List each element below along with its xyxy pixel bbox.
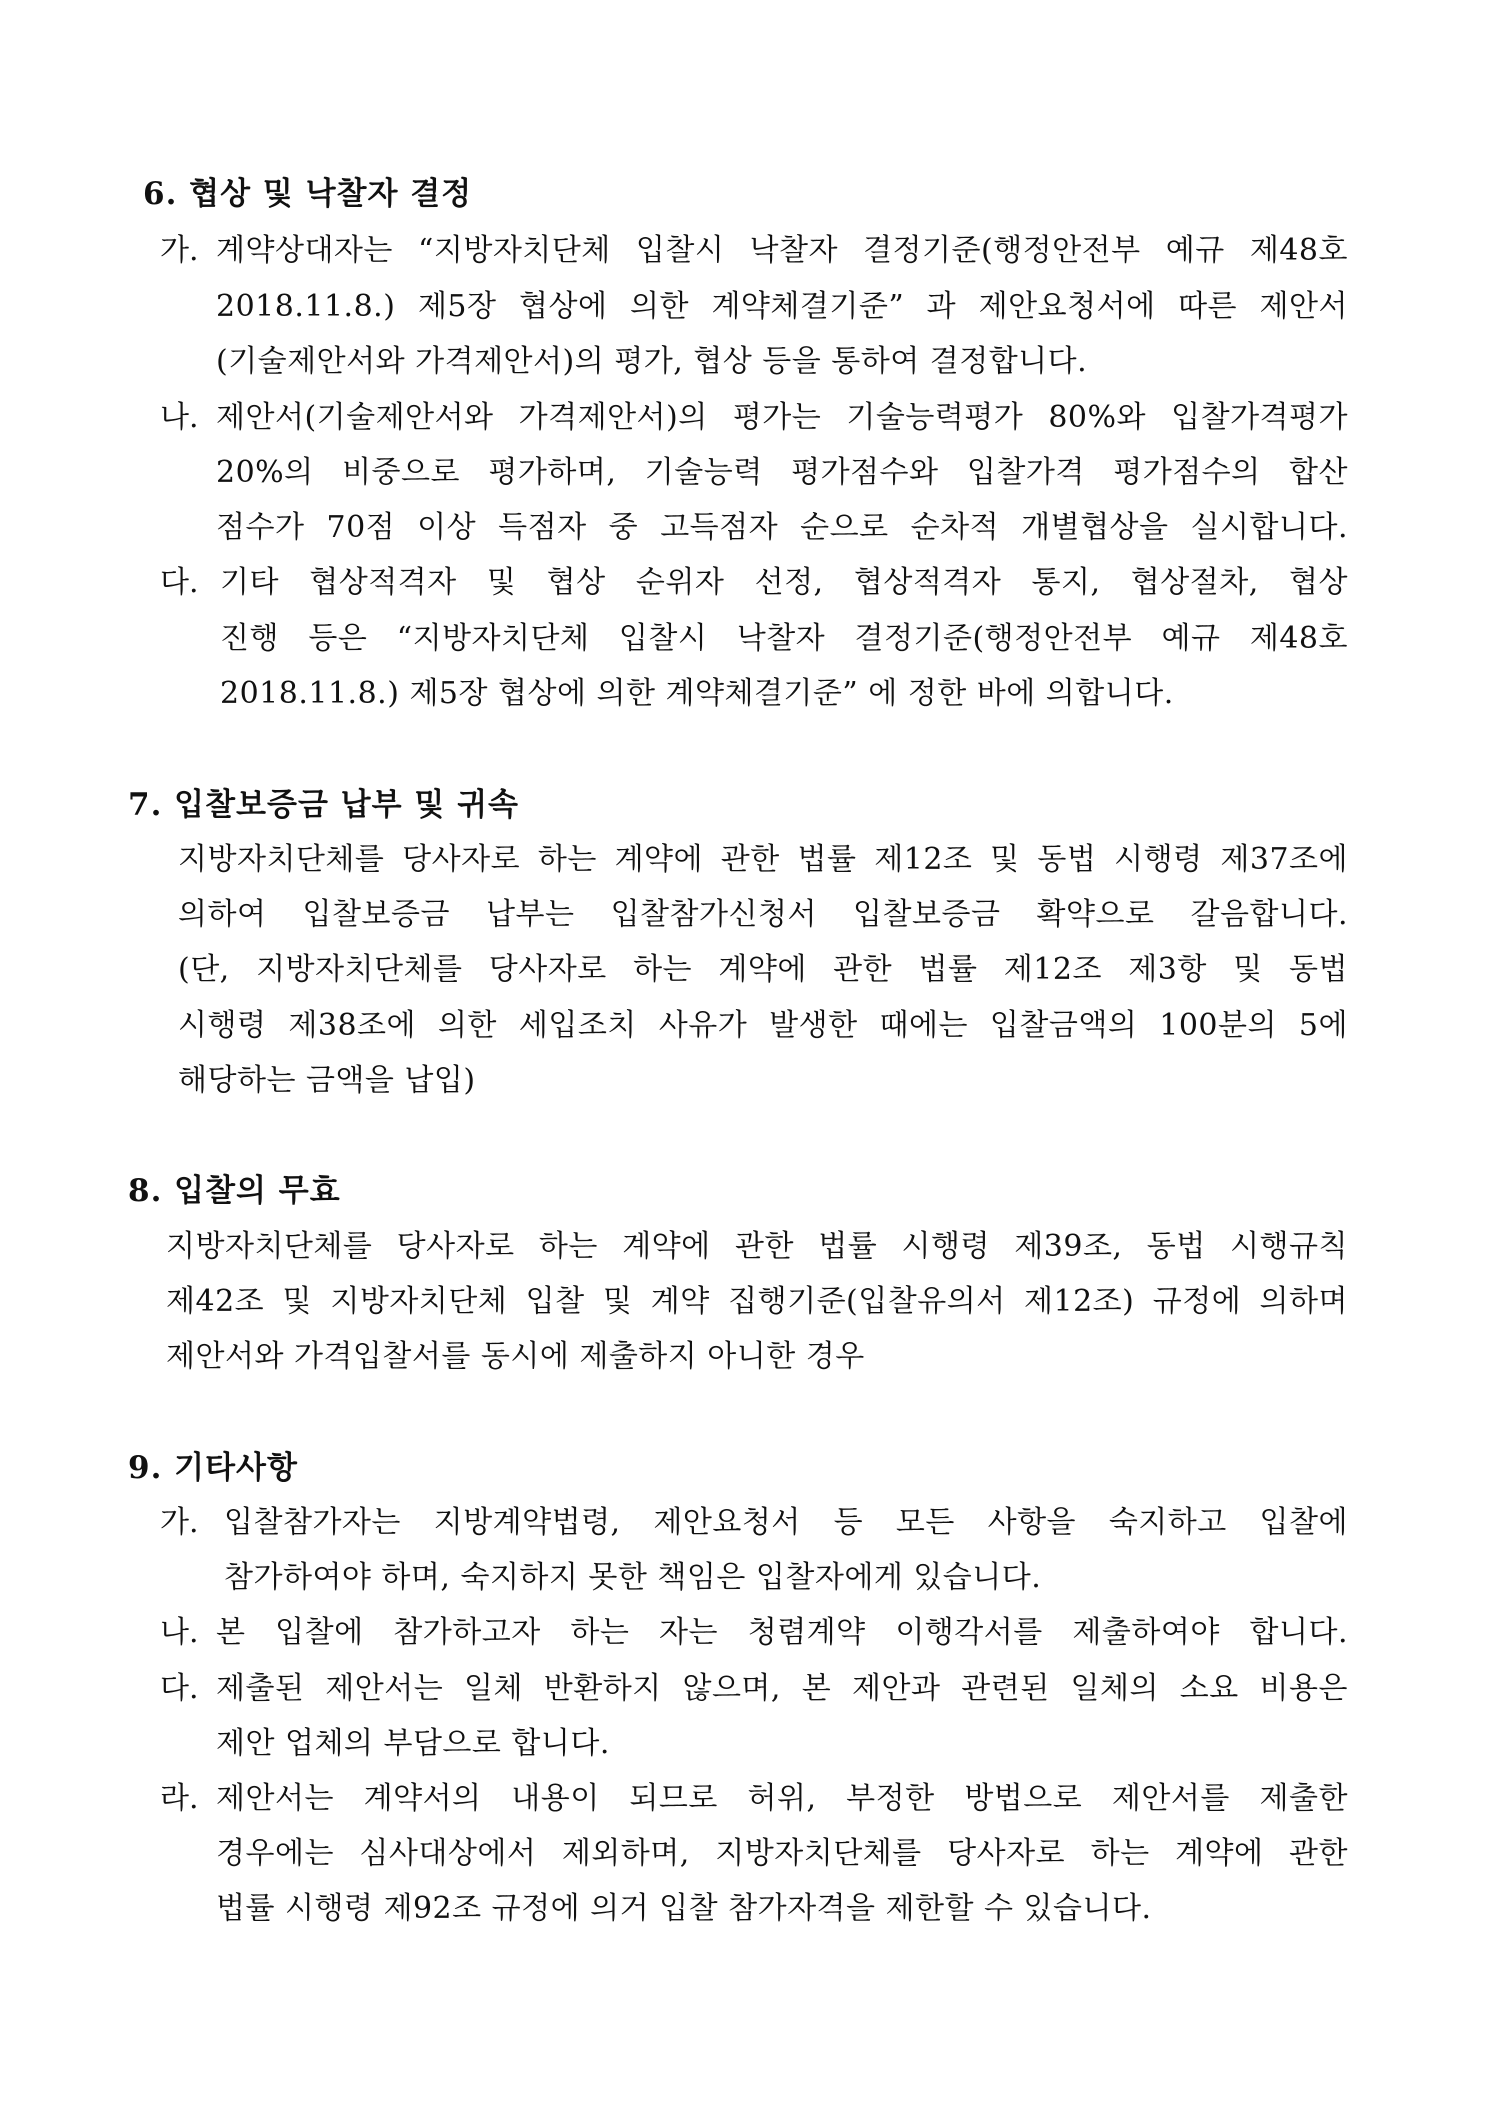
paragraph-line: 기타 협상적격자 및 협상 순위자 선정, 협상적격자 통지, 협상절차, 협상 [220,565,1348,600]
section-heading: 7. 입찰보증금 납부 및 귀속 [128,787,519,823]
paragraph-line: 참가하여야 하며, 숙지하지 못한 책임은 입찰자에게 있습니다. [224,1560,1042,1595]
item-marker: 다. [160,565,199,600]
paragraph-line: 제안서는 계약서의 내용이 되므로 허위, 부정한 방법으로 제안서를 제출한 [216,1781,1348,1816]
paragraph-line: 시행령 제38조에 의한 세입조치 사유가 발생한 때에는 입찰금액의 100분의 5에 [178,1008,1348,1043]
item-marker: 라. [160,1781,199,1816]
paragraph-line: (단, 지방자치단체를 당사자로 하는 계약에 관한 법률 제12조 제3항 및 동법 [178,952,1348,987]
item-marker: 가. [160,1505,199,1540]
item-marker: 나. [160,1615,199,1650]
paragraph-line: 계약상대자는 “지방자치단체 입찰시 낙찰자 결정기준(행정안전부 예규 제48호 [216,233,1348,268]
paragraph-line: 점수가 70점 이상 득점자 중 고득점자 순으로 순차적 개별협상을 실시합니다. [216,510,1348,545]
paragraph-line: 2018.11.8.) 제5장 협상에 의한 계약체결기준” 에 정한 바에 의합니다. [220,676,1174,711]
paragraph-line: 의하여 입찰보증금 납부는 입찰참가신청서 입찰보증금 확약으로 갈음합니다. [178,897,1348,932]
section-heading: 9. 기타사항 [128,1450,298,1486]
paragraph-line: 경우에는 심사대상에서 제외하며, 지방자치단체를 당사자로 하는 계약에 관한 [216,1836,1348,1871]
paragraph-line: 20%의 비중으로 평가하며, 기술능력 평가점수와 입찰가격 평가점수의 합산 [216,455,1348,490]
paragraph-line: 입찰참가자는 지방계약법령, 제안요청서 등 모든 사항을 숙지하고 입찰에 [224,1505,1348,1540]
paragraph-line: (기술제안서와 가격제안서)의 평가, 협상 등을 통하여 결정합니다. [216,344,1088,379]
paragraph-line: 2018.11.8.) 제5장 협상에 의한 계약체결기준” 과 제안요청서에 따른 제안서 [216,289,1348,324]
item-marker: 다. [160,1671,199,1706]
paragraph-line: 지방자치단체를 당사자로 하는 계약에 관한 법률 제12조 및 동법 시행령 제37조에 [178,842,1348,877]
paragraph-line: 제안 업체의 부담으로 합니다. [216,1726,610,1761]
paragraph-line: 제안서(기술제안서와 가격제안서)의 평가는 기술능력평가 80%와 입찰가격평가 [216,400,1348,435]
section-heading: 8. 입찰의 무효 [128,1173,341,1209]
paragraph-line: 지방자치단체를 당사자로 하는 계약에 관한 법률 시행령 제39조, 동법 시행규칙 [166,1229,1348,1264]
paragraph-line: 제42조 및 지방자치단체 입찰 및 계약 집행기준(입찰유의서 제12조) 규정에 의하며 [166,1284,1348,1319]
paragraph-line: 법률 시행령 제92조 규정에 의거 입찰 참가자격을 제한할 수 있습니다. [216,1891,1152,1926]
paragraph-line: 본 입찰에 참가하고자 하는 자는 청렴계약 이행각서를 제출하여야 합니다. [216,1615,1348,1650]
paragraph-line: 제출된 제안서는 일체 반환하지 않으며, 본 제안과 관련된 일체의 소요 비용은 [216,1671,1348,1706]
section-heading: 6. 협상 및 낙찰자 결정 [143,176,473,212]
item-marker: 가. [160,233,199,268]
paragraph-line: 제안서와 가격입찰서를 동시에 제출하지 아니한 경우 [166,1339,865,1374]
item-marker: 나. [160,400,199,435]
paragraph-line: 해당하는 금액을 납입) [178,1063,476,1098]
paragraph-line: 진행 등은 “지방자치단체 입찰시 낙찰자 결정기준(행정안전부 예규 제48호 [220,621,1348,656]
